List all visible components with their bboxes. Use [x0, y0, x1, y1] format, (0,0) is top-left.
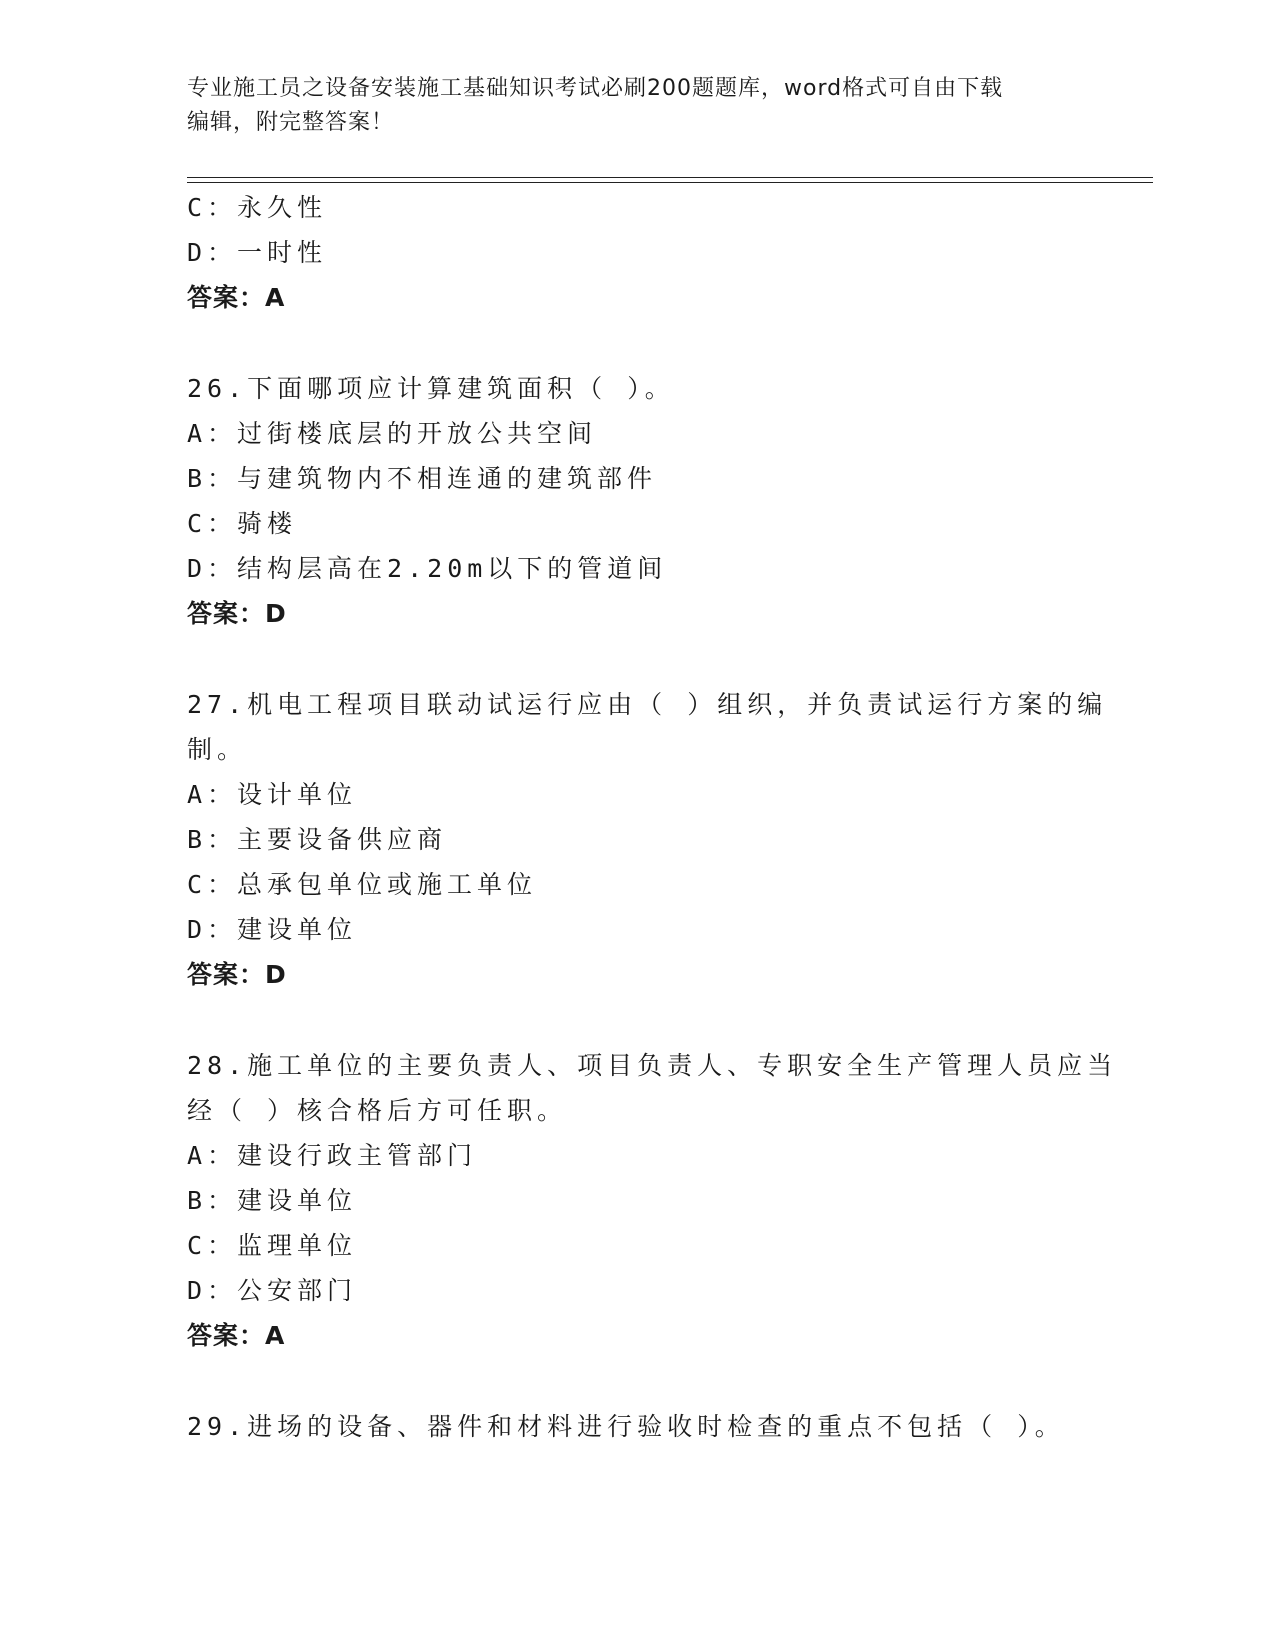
q26-question: 26.下面哪项应计算建筑面积（ ）。 — [187, 374, 675, 403]
q27-option-d: D：建设单位 — [187, 915, 358, 944]
q28-option-a: A：建设行政主管部门 — [187, 1141, 478, 1170]
header-line-1: 专业施工员之设备安装施工基础知识考试必刷200题题库，word格式可自由下载 — [187, 76, 1004, 101]
q26-answer: 答案：D — [187, 599, 287, 628]
q27-question-line-1: 27.机电工程项目联动试运行应由（ ）组织，并负责试运行方案的编 — [187, 690, 1108, 719]
q25-option-d: D：一时性 — [187, 238, 328, 267]
q25-option-c: C：永久性 — [187, 193, 328, 222]
q26-option-a: A：过街楼底层的开放公共空间 — [187, 419, 598, 448]
q28-answer: 答案：A — [187, 1321, 286, 1350]
q26-option-b: B：与建筑物内不相连通的建筑部件 — [187, 464, 658, 493]
header-divider-bottom — [187, 182, 1153, 183]
q26-option-d: D：结构层高在2.20m以下的管道间 — [187, 554, 668, 583]
header-divider-top — [187, 177, 1153, 178]
q28-option-c: C：监理单位 — [187, 1231, 358, 1260]
q25-answer: 答案：A — [187, 283, 286, 312]
q27-option-a: A：设计单位 — [187, 780, 358, 809]
q27-option-b: B：主要设备供应商 — [187, 825, 448, 854]
document-header — [187, 72, 1067, 140]
q28-question-line-1: 28.施工单位的主要负责人、项目负责人、专职安全生产管理人员应当 — [187, 1051, 1118, 1080]
q27-question-line-2: 制。 — [187, 735, 248, 764]
header-line-2: 编辑，附完整答案！ — [187, 110, 395, 135]
q27-answer: 答案：D — [187, 960, 287, 989]
q26-option-c: C：骑楼 — [187, 509, 298, 538]
q28-option-d: D：公安部门 — [187, 1276, 358, 1305]
q29-question: 29.进场的设备、器件和材料进行验收时检查的重点不包括（ ）。 — [187, 1412, 1065, 1441]
q28-question-line-2: 经（ ）核合格后方可任职。 — [187, 1096, 568, 1125]
q27-option-c: C：总承包单位或施工单位 — [187, 870, 538, 899]
q28-option-b: B：建设单位 — [187, 1186, 358, 1215]
